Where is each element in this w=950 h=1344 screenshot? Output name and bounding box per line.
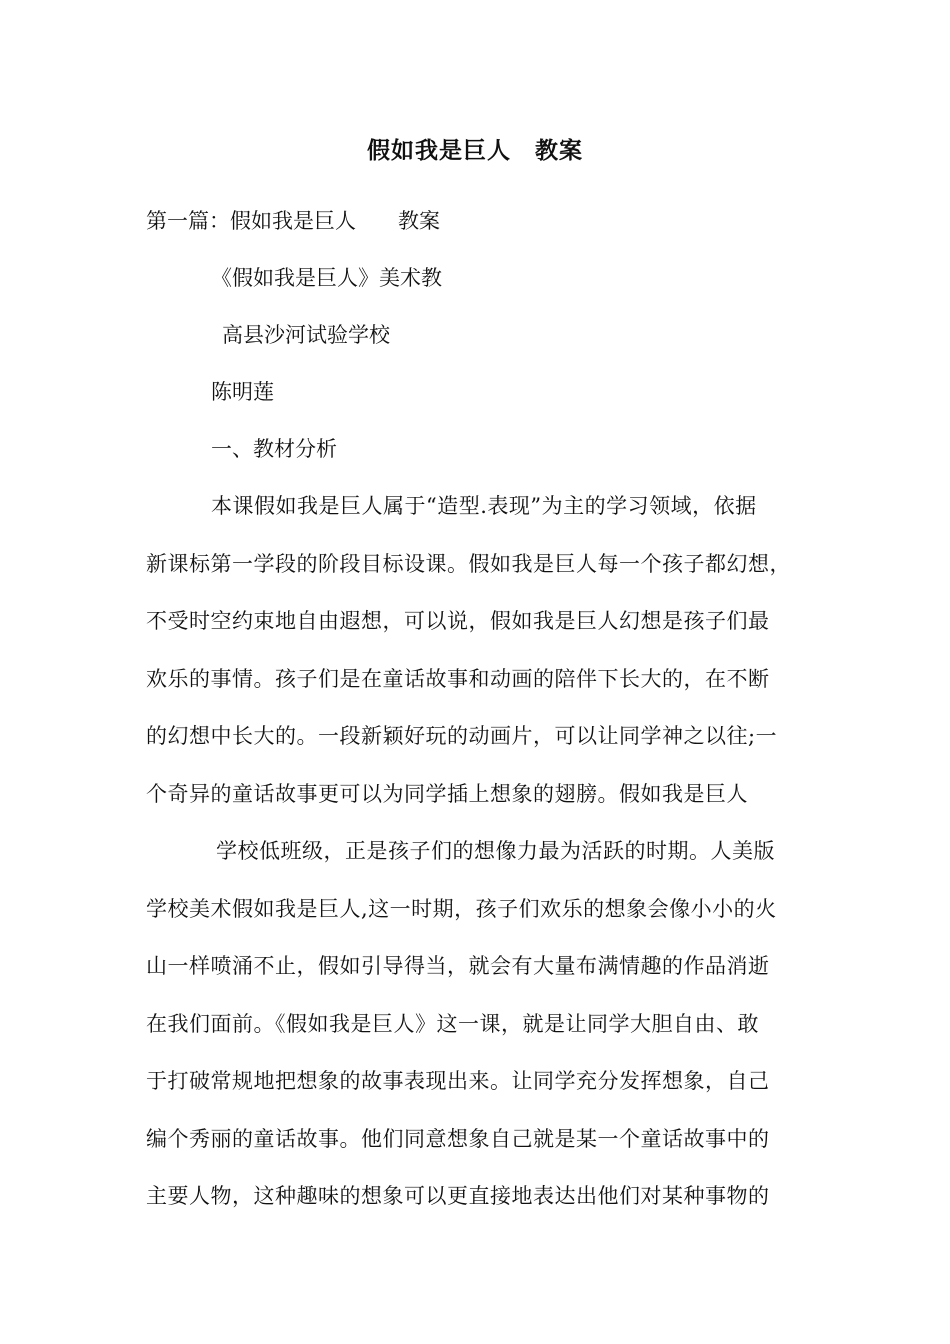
part-heading: 一、教材分析 — [211, 437, 337, 461]
teacher-name: 陈明莲 — [211, 380, 274, 404]
paragraph-1 — [146, 492, 811, 837]
paragraph-line: 不受时空约束地自由遐想，可以说，假如我是巨人幻想是孩子们最 — [146, 609, 770, 633]
paragraph-line: 欢乐的事情。孩子们是在童话故事和动画的陪伴下长大的，在不断 — [146, 666, 770, 691]
paragraph-line: 的幻想中长大的。一段新颖好玩的动画片，可以让同学神之以往;一 — [146, 724, 778, 748]
paragraph-line: 学校低班级，正是孩子们的想像力最为活跃的时期。人美版 — [216, 839, 775, 863]
section-heading: 第一篇：假如我是巨人 教案 — [146, 209, 440, 233]
paragraph-line: 主要人物，这种趣味的想象可以更直接地表达出他们对某种事物的 — [146, 1184, 770, 1208]
school-name: 高县沙河试验学校 — [222, 323, 390, 347]
paragraph-line: 山一样喷涌不止，假如引导得当，就会有大量布满情趣的作品消逝 — [146, 954, 770, 978]
paragraph-line: 本课假如我是巨人属于“造型.表现”为主的学习领域，依据 — [211, 494, 757, 518]
paragraph-line: 编个秀丽的童话故事。他们同意想象自己就是某一个童话故事中的 — [146, 1126, 770, 1151]
paragraph-line: 于打破常规地把想象的故事表现出来。让同学充分发挥想象，自己 — [146, 1069, 770, 1093]
paragraph-2 — [146, 837, 811, 1240]
lesson-name: 《假如我是巨人》美术教 — [211, 266, 442, 290]
paragraph-line: 新课标第一学段的阶段目标设课。假如我是巨人每一个孩子都幻想， — [146, 551, 791, 576]
document-title: 假如我是巨人 教案 — [367, 137, 583, 164]
paragraph-line: 学校美术假如我是巨人,这一时期，孩子们欢乐的想象会像小小的火 — [146, 896, 777, 921]
paragraph-line: 在我们面前。《假如我是巨人》这一课，就是让同学大胆自由、敢 — [146, 1011, 759, 1036]
paragraph-line: 个奇异的童话故事更可以为同学插上想象的翅膀。假如我是巨人 — [146, 781, 748, 806]
